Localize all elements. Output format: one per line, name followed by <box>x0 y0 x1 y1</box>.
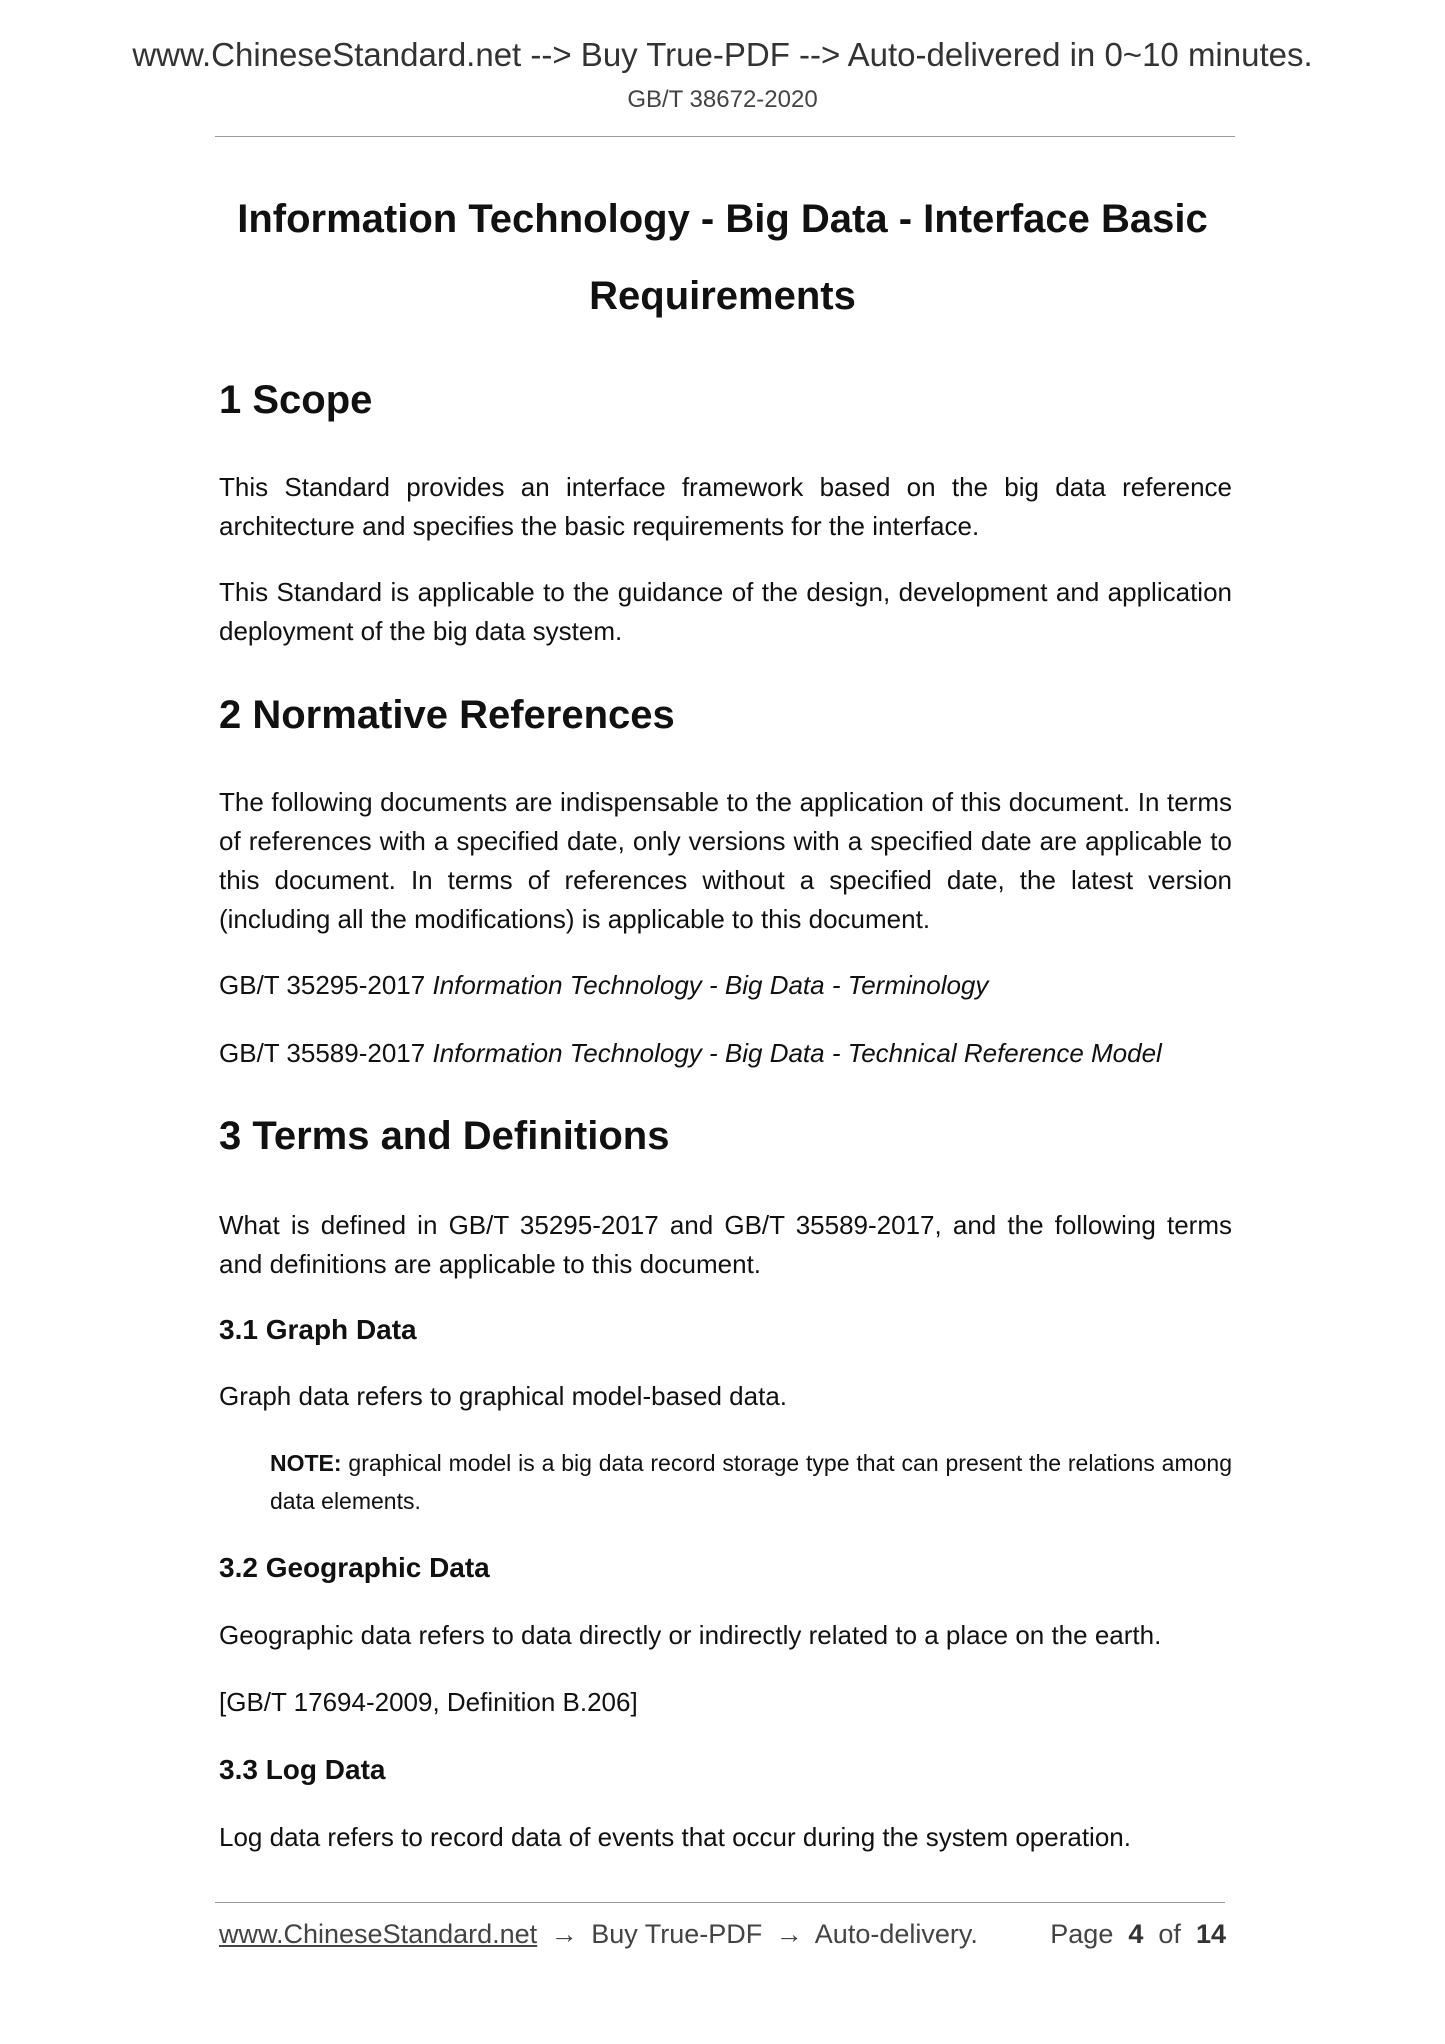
of-label: of <box>1158 1919 1181 1949</box>
reference-code: GB/T 35589-2017 <box>219 1038 426 1068</box>
note-text: graphical model is a big data record storage type that can present the relations among data elements. <box>270 1450 1233 1514</box>
page-current: 4 <box>1128 1919 1144 1949</box>
note-label: NOTE: <box>270 1450 342 1476</box>
note-graph-data <box>270 1444 1232 1520</box>
title-line-1: Information Technology - Big Data - Interface Basic <box>237 197 1208 241</box>
footer-site-link[interactable]: www.ChineseStandard.net <box>219 1919 538 1949</box>
definition-log-data: Log data refers to record data of events that occur during the system operation. <box>219 1822 1131 1852</box>
paragraph-normative-references: The following documents are indispensable to the application of this document. In terms of references with a specified date, only versions with a specified date are applicable to this document. In terms of references without a specified date, the latest version (including all the modifications) is applicable to this document. <box>219 787 1232 934</box>
page-label: Page <box>1050 1919 1114 1949</box>
title-line-2: Requirements <box>589 274 856 318</box>
footer-delivery-text: Auto-delivery. <box>814 1919 978 1949</box>
arrow-right-icon: → <box>550 1919 578 1949</box>
page-indicator <box>1050 1919 1232 1950</box>
definition-source: [GB/T 17694-2009, Definition B.206] <box>219 1687 638 1717</box>
top-banner[interactable]: www.ChineseStandard.net --> Buy True-PDF --> Auto-delivered in 0~10 minutes. <box>132 36 1313 73</box>
footer-buy-text: Buy True-PDF <box>591 1919 763 1949</box>
paragraph-scope-2: This Standard is applicable to the guidance of the design, development and application deployment of the big data system. <box>219 577 1232 646</box>
subsection-heading-geographic-data: 3.2 Geographic Data <box>219 1552 490 1583</box>
section-heading-scope: 1 Scope <box>219 378 373 422</box>
reference-title: Information Technology - Big Data - Technical Reference Model <box>432 1038 1162 1068</box>
reference-title: Information Technology - Big Data - Terminology <box>432 970 989 1000</box>
paragraph-scope-1: This Standard provides an interface framework based on the big data reference architecture and specifies the basic requirements for the interface. <box>219 472 1232 541</box>
arrow-right-icon: → <box>775 1919 803 1949</box>
page-total: 14 <box>1195 1919 1226 1949</box>
header-divider <box>215 136 1235 137</box>
subsection-heading-log-data: 3.3 Log Data <box>219 1754 386 1785</box>
document-title <box>215 181 1230 335</box>
reference-item <box>219 1034 1162 1073</box>
footer-divider <box>215 1902 1225 1903</box>
subsection-heading-graph-data: 3.1 Graph Data <box>219 1314 417 1345</box>
definition-geographic-data: Geographic data refers to data directly or indirectly related to a place on the earth. <box>219 1620 1162 1650</box>
reference-item <box>219 966 988 1005</box>
section-heading-terms-and-definitions: 3 Terms and Definitions <box>219 1114 670 1158</box>
paragraph-terms-intro: What is defined in GB/T 35295-2017 and GB/T 35589-2017, and the following terms and definitions are applicable to this document. <box>219 1210 1232 1279</box>
reference-code: GB/T 35295-2017 <box>219 970 426 1000</box>
definition-graph-data: Graph data refers to graphical model-based data. <box>219 1381 788 1411</box>
standard-number: GB/T 38672-2020 <box>627 86 818 113</box>
page-footer <box>219 1919 1232 1950</box>
section-heading-normative-references: 2 Normative References <box>219 693 675 737</box>
footer-left <box>219 1919 978 1950</box>
